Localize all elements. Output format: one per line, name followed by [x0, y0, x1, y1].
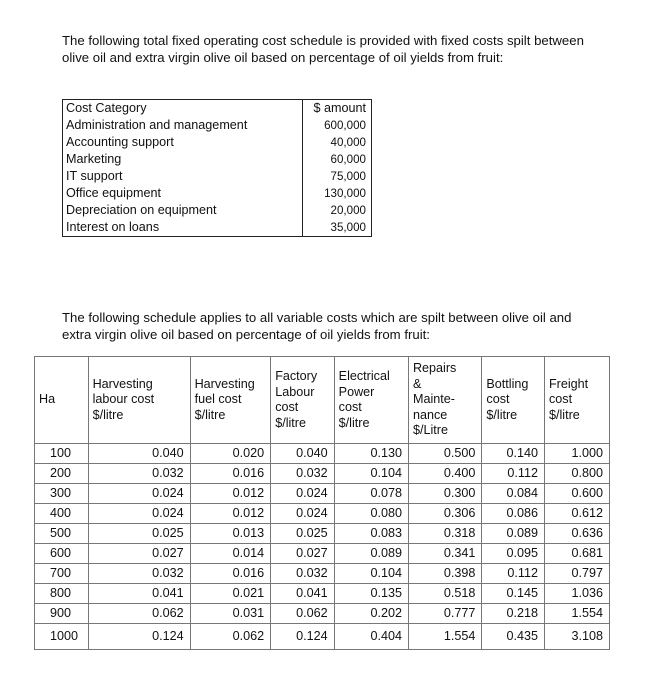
harvesting-fuel-cell: 0.012: [190, 504, 271, 524]
fixed-cost-row: [63, 219, 372, 237]
header-harvesting-labour: [88, 357, 190, 444]
fixed-cost-row: [63, 168, 372, 185]
header-line: $/litre: [275, 415, 306, 430]
cost-amount-cell: 600,000: [303, 117, 372, 134]
cost-amount-cell: 35,000: [303, 219, 372, 237]
fixed-cost-table: [62, 99, 372, 237]
variable-cost-table: [34, 356, 610, 650]
header-line: $/litre: [92, 407, 124, 422]
harvesting-fuel-cell: 0.012: [190, 484, 271, 504]
freight-cell: 3.108: [544, 624, 609, 650]
factory-labour-cell: 0.027: [271, 544, 334, 564]
header-line: Harvesting: [92, 376, 153, 391]
ha-cell: 100: [35, 444, 89, 464]
cost-category-cell: Administration and management: [63, 117, 303, 134]
factory-labour-cell: 0.025: [271, 524, 334, 544]
harvesting-fuel-cell: 0.021: [190, 584, 271, 604]
cost-category-cell: Office equipment: [63, 185, 303, 202]
variable-cost-row: [35, 464, 610, 484]
factory-labour-cell: 0.040: [271, 444, 334, 464]
repairs-maintenance-cell: 0.500: [408, 444, 481, 464]
freight-cell: 0.797: [544, 564, 609, 584]
repairs-maintenance-cell: 0.398: [408, 564, 481, 584]
factory-labour-cell: 0.041: [271, 584, 334, 604]
electrical-power-cell: 0.089: [334, 544, 408, 564]
bottling-cell: 0.086: [482, 504, 545, 524]
ha-cell: 600: [35, 544, 89, 564]
header-line: cost: [338, 400, 362, 414]
ha-cell: 300: [35, 484, 89, 504]
bottling-cell: 0.435: [482, 624, 545, 650]
header-line: Factory: [275, 369, 318, 383]
electrical-power-cell: 0.130: [334, 444, 408, 464]
fixed-cost-header-category: Cost Category: [63, 100, 303, 118]
variable-cost-intro: The following schedule applies to all variable costs which are spilt between olive oil and extra virgin olive oil based on percentage of oil yields from fruit:: [62, 310, 572, 342]
factory-labour-cell: 0.032: [271, 564, 334, 584]
repairs-maintenance-cell: 0.318: [408, 524, 481, 544]
cost-category-cell: IT support: [63, 168, 303, 185]
bottling-cell: 0.140: [482, 444, 545, 464]
harvesting-labour-cell: 0.040: [88, 444, 190, 464]
harvesting-fuel-cell: 0.020: [190, 444, 271, 464]
electrical-power-cell: 0.083: [334, 524, 408, 544]
header-line: cost: [548, 392, 573, 407]
freight-cell: 1.000: [544, 444, 609, 464]
cost-amount-cell: 75,000: [303, 168, 372, 185]
harvesting-fuel-cell: 0.013: [190, 524, 271, 544]
variable-cost-row: [35, 564, 610, 584]
cost-category-cell: Accounting support: [63, 134, 303, 151]
factory-labour-cell: 0.024: [271, 504, 334, 524]
electrical-power-cell: 0.078: [334, 484, 408, 504]
header-line: Mainte-: [412, 392, 455, 407]
cost-category-cell: Depreciation on equipment: [63, 202, 303, 219]
header-line: Freight: [548, 376, 589, 391]
ha-cell: 1000: [35, 624, 89, 650]
ha-cell: 500: [35, 524, 89, 544]
harvesting-fuel-cell: 0.031: [190, 604, 271, 624]
electrical-power-cell: 0.104: [334, 564, 408, 584]
header-line: Labour: [275, 384, 315, 399]
harvesting-fuel-cell: 0.016: [190, 564, 271, 584]
variable-cost-row: [35, 604, 610, 624]
freight-cell: 0.612: [544, 504, 609, 524]
variable-cost-row: [35, 544, 610, 564]
ha-cell: 800: [35, 584, 89, 604]
fixed-cost-header-amount: $ amount: [303, 100, 372, 118]
freight-cell: 0.681: [544, 544, 609, 564]
harvesting-fuel-cell: 0.016: [190, 464, 271, 484]
bottling-cell: 0.084: [482, 484, 545, 504]
factory-labour-cell: 0.032: [271, 464, 334, 484]
harvesting-labour-cell: 0.027: [88, 544, 190, 564]
header-line: nance: [412, 407, 448, 422]
bottling-cell: 0.218: [482, 604, 545, 624]
factory-labour-cell: 0.062: [271, 604, 334, 624]
fixed-cost-row: [63, 202, 372, 219]
bottling-cell: 0.089: [482, 524, 545, 544]
header-line: Electrical: [338, 369, 390, 383]
factory-labour-cell: 0.124: [271, 624, 334, 650]
bottling-cell: 0.095: [482, 544, 545, 564]
ha-cell: 400: [35, 504, 89, 524]
harvesting-labour-cell: 0.062: [88, 604, 190, 624]
harvesting-fuel-cell: 0.014: [190, 544, 271, 564]
factory-labour-cell: 0.024: [271, 484, 334, 504]
header-line: $/litre: [338, 415, 370, 430]
header-electrical-power: [334, 357, 408, 444]
header-line: &: [412, 376, 422, 391]
header-line: $/litre: [194, 407, 226, 422]
header-line: labour cost: [92, 392, 155, 407]
header-harvesting-fuel: [190, 357, 271, 444]
fixed-cost-intro: The following total fixed operating cost schedule is provided with fixed costs spilt between olive oil and extra virgin olive oil based on percentage of oil yields from fruit:: [62, 33, 584, 65]
header-line: $/Litre: [412, 423, 448, 438]
harvesting-labour-cell: 0.024: [88, 484, 190, 504]
cost-amount-cell: 40,000: [303, 134, 372, 151]
variable-cost-row: [35, 484, 610, 504]
electrical-power-cell: 0.080: [334, 504, 408, 524]
ha-cell: 700: [35, 564, 89, 584]
harvesting-labour-cell: 0.041: [88, 584, 190, 604]
bottling-cell: 0.112: [482, 464, 545, 484]
variable-cost-row: [35, 504, 610, 524]
bottling-cell: 0.112: [482, 564, 545, 584]
harvesting-labour-cell: 0.032: [88, 564, 190, 584]
ha-cell: 900: [35, 604, 89, 624]
harvesting-labour-cell: 0.124: [88, 624, 190, 650]
header-ha: [35, 357, 89, 444]
cost-category-cell: Interest on loans: [63, 219, 303, 237]
harvesting-labour-cell: 0.024: [88, 504, 190, 524]
variable-cost-row: [35, 444, 610, 464]
header-line: $/litre: [548, 407, 580, 422]
repairs-maintenance-cell: 0.777: [408, 604, 481, 624]
variable-cost-row: [35, 624, 610, 650]
header-freight: [544, 357, 609, 444]
repairs-maintenance-cell: 0.341: [408, 544, 481, 564]
harvesting-fuel-cell: 0.062: [190, 624, 271, 650]
fixed-cost-row: [63, 134, 372, 151]
header-line: cost: [486, 392, 510, 407]
repairs-maintenance-cell: 0.400: [408, 464, 481, 484]
electrical-power-cell: 0.202: [334, 604, 408, 624]
header-line: fuel cost: [194, 392, 242, 407]
cost-category-cell: Marketing: [63, 151, 303, 168]
header-factory-labour: [271, 357, 334, 444]
fixed-cost-row: [63, 185, 372, 202]
ha-cell: 200: [35, 464, 89, 484]
repairs-maintenance-cell: 1.554: [408, 624, 481, 650]
fixed-cost-row: [63, 117, 372, 134]
freight-cell: 0.636: [544, 524, 609, 544]
freight-cell: 1.036: [544, 584, 609, 604]
header-repairs-maintenance: [408, 357, 481, 444]
variable-cost-header-row: [35, 357, 610, 444]
electrical-power-cell: 0.135: [334, 584, 408, 604]
bottling-cell: 0.145: [482, 584, 545, 604]
header-line: $/litre: [486, 407, 518, 422]
header-line: Power: [338, 384, 375, 399]
freight-cell: 1.554: [544, 604, 609, 624]
header-line: Repairs: [412, 361, 457, 376]
header-line: Harvesting: [194, 376, 255, 391]
harvesting-labour-cell: 0.025: [88, 524, 190, 544]
freight-cell: 0.600: [544, 484, 609, 504]
variable-cost-row: [35, 524, 610, 544]
cost-amount-cell: 20,000: [303, 202, 372, 219]
freight-cell: 0.800: [544, 464, 609, 484]
variable-cost-row: [35, 584, 610, 604]
electrical-power-cell: 0.404: [334, 624, 408, 650]
header-line: Ha: [39, 392, 56, 407]
header-line: cost: [275, 400, 299, 414]
header-line: Bottling: [486, 376, 529, 391]
header-bottling: [482, 357, 545, 444]
repairs-maintenance-cell: 0.306: [408, 504, 481, 524]
fixed-cost-row: [63, 151, 372, 168]
cost-amount-cell: 60,000: [303, 151, 372, 168]
repairs-maintenance-cell: 0.300: [408, 484, 481, 504]
fixed-cost-header-row: [63, 100, 372, 118]
electrical-power-cell: 0.104: [334, 464, 408, 484]
repairs-maintenance-cell: 0.518: [408, 584, 481, 604]
cost-amount-cell: 130,000: [303, 185, 372, 202]
harvesting-labour-cell: 0.032: [88, 464, 190, 484]
